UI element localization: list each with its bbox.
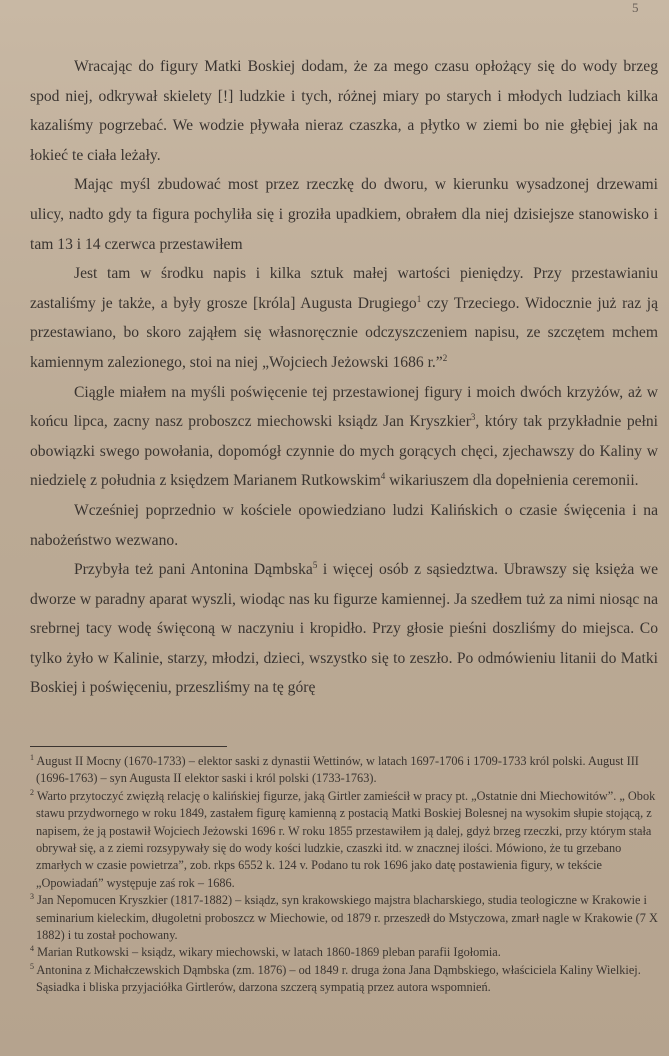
footnote-ref: 4 [380, 471, 386, 482]
footnote-text: Jan Nepomucen Kryszkier (1817-1882) – ksiądz, syn krakowskiego majstra blacharskiego, studia teologiczne w Krakowie i seminarium kieleckim, długoletni proboszcz w Miechowie, od 1879 r. przeszedł do Mstyczowa, zmarł nagle w Krakowie (7 X 1882) i tu został pochowany. [34, 893, 658, 943]
footnote-ref: 2 [442, 352, 448, 363]
text-run: i więcej osób z sąsiedztwa. Ubrawszy się księża we dworze w paradny aparat wyszli, wiodąc nas ku figurze kamiennej. Ja szedłem tuż za nimi niosąc na srebrnej tacy wodę święconą w naczyniu i kropidło. Przy głosie pieśni doszliśmy do miejsca. Co tylko żyło w Kalinie, starzy, młodzi, dzieci, wszystko się to zeszło. Po odmówieniu litanii do Matki Boskiej i poświęceniu, przeszliśmy na tę górę [30, 561, 658, 697]
text-run: Przybyła też pani Antonina Dąmbska [74, 561, 313, 579]
paragraph [30, 555, 658, 703]
text-run: Wcześniej poprzednio w kościele opowiedziano ludzi Kalińskich o czasie święcenia i na nabożeństwo wezwano. [30, 501, 658, 549]
paragraph [30, 378, 658, 496]
footnote-text: Warto przytoczyć zwięzłą relację o kalińskiej figurze, jaką Girtler zamieścił w pracy pt. „Ostatnie dni Miechowitów”. „ Obok stawu przydwornego w roku 1849, zastałem figurę kamienną z postacią Matki Boskiej Bolesnej na wysokim słupie stojącą, z napisem, że ją postawił Wojciech Jeżowski 1696 r. W roku 1855 przestawiłem ją dalej, gdyż brzeg rzeczki, przy którym stała obrywał się, a z ziemi rozsypywały się do wody kości ludzkie, czaszki itd. w znacznej ilości. Mówiono, że tu grzebano zmarłych w czasie powietrza”, zob. rkps 6552 k. 124 v. Podano tu rok 1696 jako datę postawienia figury, w tekście „Opowiadań” występuje zaś rok – 1686. [34, 788, 656, 890]
footnote-mark: 4 [30, 944, 34, 954]
footnote-divider [30, 746, 227, 747]
footnote-mark: 5 [30, 961, 34, 971]
text-run: Wracając do figury Matki Boskiej dodam, że za mego czasu opłożący się do wody brzeg spod niej, odkrywał skielety [!] ludzkie i tych, różnej miary po starych i młodych ludziach kilka kazaliśmy pogrzebać. We wodzie pływała nieraz czaszka, a płytko w ziemi bo nie głębiej jak na łokieć te ciała leżały. [30, 58, 658, 164]
footnote-mark: 2 [30, 787, 34, 797]
text-run: Jest tam w środku napis i kilka sztuk małej wartości pieniędzy. Przy przestawianiu zastaliśmy je także, a były grosze [króla] Augusta Drugiego [30, 265, 658, 312]
paragraph [30, 496, 658, 555]
text-run: czy Trzeciego. Widocznie już raz ją przestawiano, bo skoro zająłem się własnoręcznie odczyszczeniem napisu, ze szczętem mchem kamiennym zalezionego, stoi na niej „Wojciech Jeżowski 1686 r.” [30, 294, 658, 371]
footnote-ref: 1 [416, 293, 422, 304]
footnote-mark: 1 [30, 752, 34, 762]
footnotes [30, 753, 664, 997]
paragraph [30, 259, 658, 377]
main-text [30, 52, 658, 703]
footnote-ref: 5 [312, 559, 318, 570]
footnote [30, 962, 664, 997]
footnote [30, 753, 664, 788]
footnote-ref: 3 [470, 411, 476, 422]
footnote [30, 944, 664, 961]
text-run: wikariuszem dla dopełnienia ceremonii. [385, 472, 639, 490]
footnote-text: Antonina z Michałczewskich Dąmbska (zm. 1876) – od 1849 r. druga żona Jana Dąmbskiego, właściciela Kaliny Wielkiej. Sąsiadka i bliska przyjaciółka Girtlerów, darzona szczerą sympatią przez autora wspomnień. [34, 962, 641, 995]
footnote [30, 892, 664, 944]
footnote [30, 788, 664, 892]
page-number: 5 [632, 0, 639, 15]
footnote-text: Marian Rutkowski – ksiądz, wikary miechowski, w latach 1860-1869 pleban parafii Igołomia. [34, 945, 501, 960]
text-run: , który tak przykładnie pełni obowiązki swego powołania, dopomógł czynnie do mych gorących chęci, zjechawszy do Kaliny w niedzielę z południa z księdzem Marianem Rutkowskim [30, 413, 658, 490]
footnote-mark: 3 [30, 892, 34, 902]
footnote-text: August II Mocny (1670-1733) – elektor saski z dynastii Wettinów, w latach 1697-1706 i 1709-1733 król polski. August III (1696-1763) – syn Augusta II elektor saski i król polski (1733-1763). [34, 754, 639, 786]
text-run: Ciągle miałem na myśli poświęcenie tej przestawionej figury i moich dwóch krzyżów, aż w końcu lipca, zacny nasz proboszcz miechowski ksiądz Jan Kryszkier [30, 383, 658, 431]
paragraph [30, 52, 658, 170]
paragraph [30, 170, 658, 259]
text-run: Mając myśl zbudować most przez rzeczkę do dworu, w kierunku wysadzonej drzewami ulicy, nadto gdy ta figura pochyliła się i groziła upadkiem, obrałem dla niej dzisiejsze stanowisko i tam 13 i 14 czerwca przestawiłem [30, 176, 658, 253]
